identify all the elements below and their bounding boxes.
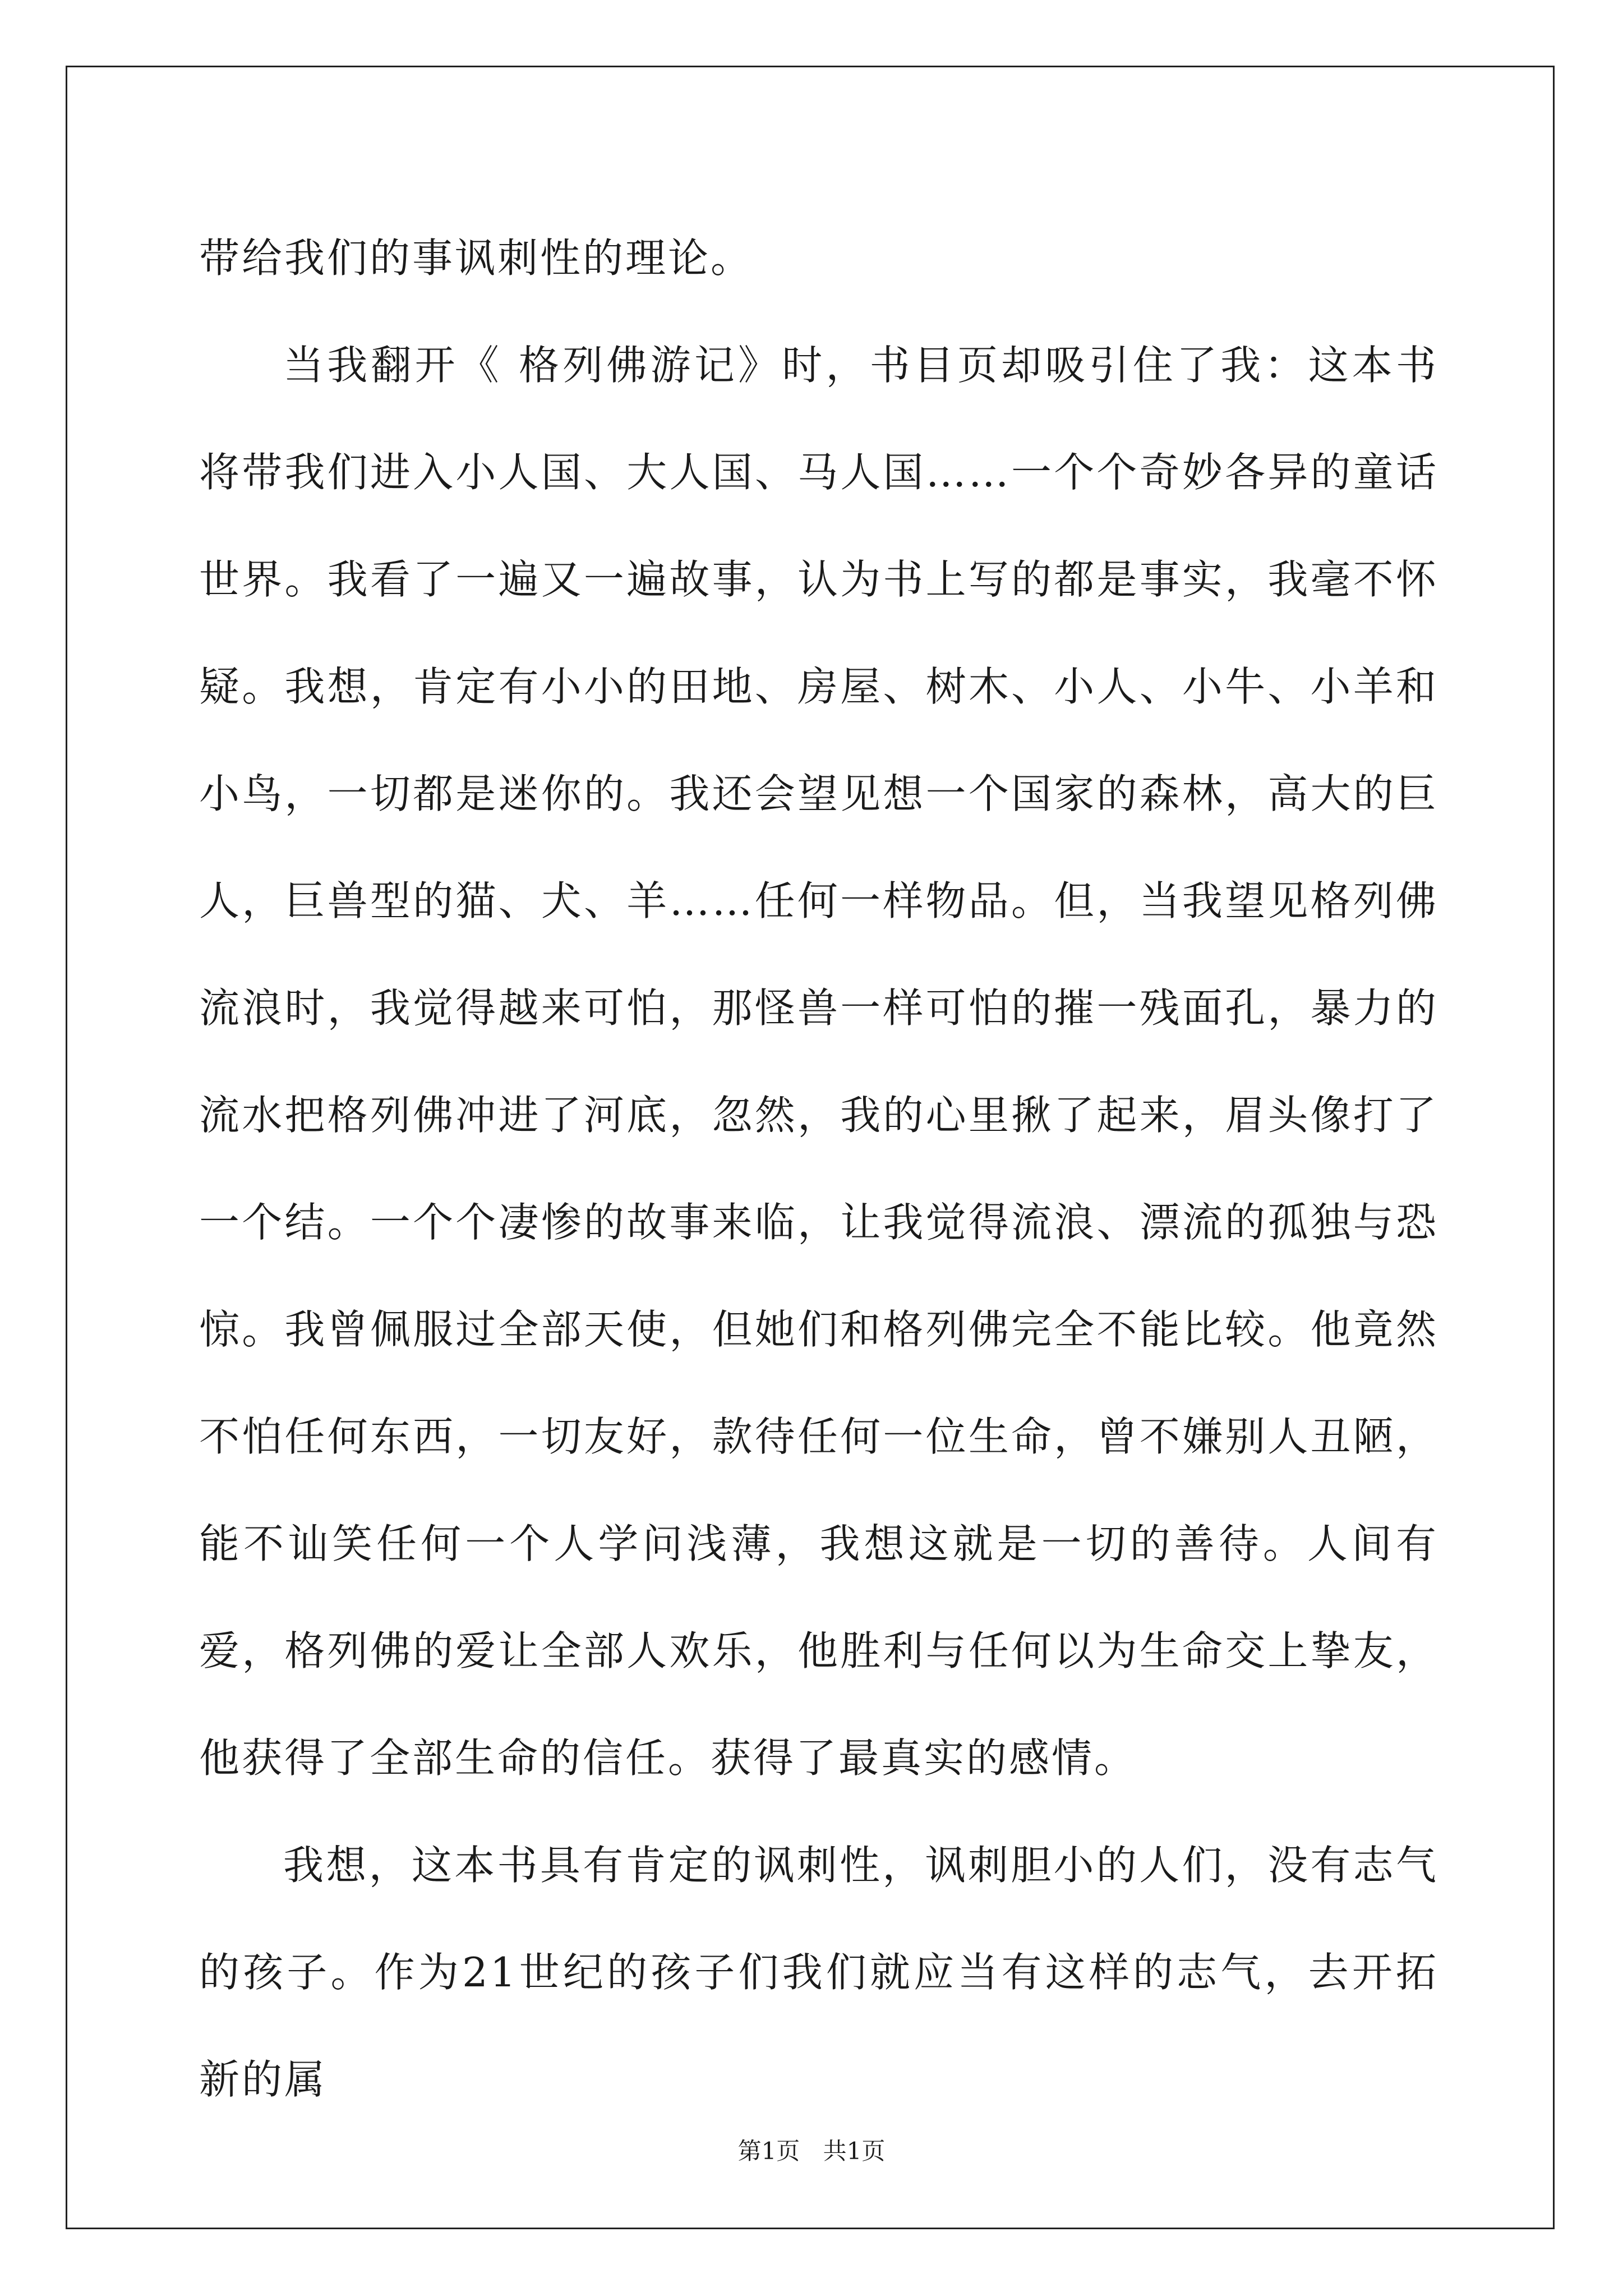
paragraph-2: 当我翻开《 格列佛游记》时，书目页却吸引住了我：这本书将带我们进入小人国、大人国、马人国……一个个奇妙各异的童话世界。我看了一遍又一遍故事，认为书上写的都是事实，我毫不怀疑。我想，肯定有小小的田地、房屋、树木、小人、小牛、小羊和小鸟，一切都是迷你的。我还会望见想一个国家的森林，高大的巨人，巨兽型的猫、犬、羊……任何一样物品。但，当我望见格列佛流浪时，我觉得越来可怕，那怪兽一样可怕的摧一残面孔，暴力的流水把格列佛冲进了河底，忽然，我的心里揪了起来，眉头像打了一个结。一个个凄惨的故事来临，让我觉得流浪、漂流的孤独与恐惊。我曾佩服过全部天使，但她们和格列佛完全不能比较。他竟然不怕任何东西，一切友好，款待任何一位生命，曾不嫌别人丑陋，能不讪笑任何一个人学问浅薄，我想这就是一切的善待。人间有爱，格列佛的爱让全部人欢乐，他胜利与任何以为生命交上挚友，他获得了全部生命的信任。获得了最真实的感情。	[199, 342, 1438, 1782]
document-body	[199, 205, 1438, 2133]
page-total: 共1页	[823, 2137, 886, 2165]
paragraph-3: 我想，这本书具有肯定的讽刺性，讽刺胆小的人们，没有志气的孩子。作为21世纪的孩子们我们就应当有这样的志气，去开拓新的属	[199, 1842, 1438, 2103]
paragraph-1: 带给我们的事讽刺性的理论。	[199, 234, 754, 282]
page-number: 第1页	[737, 2137, 800, 2165]
page-footer	[0, 2133, 1623, 2166]
